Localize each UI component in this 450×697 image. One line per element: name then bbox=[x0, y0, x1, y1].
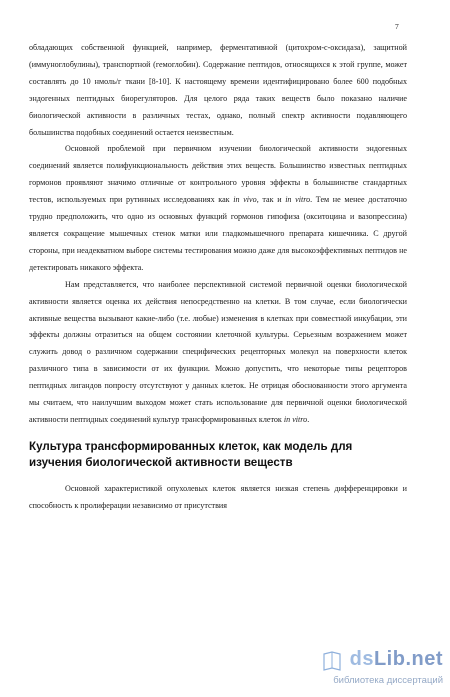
page-number: 7 bbox=[395, 22, 399, 31]
document-body bbox=[29, 40, 407, 515]
section-heading: Культура трансформированных клеток, как модель для изучения биологической активности веществ bbox=[29, 439, 353, 469]
paragraph-1: обладающих собственной функцией, например, ферментативной (цитохром-с-оксидаза), защитной (иммуноглобулины), транспортной (гемоглобин). Содержание пептидов, относящихся к этой группе, может составлять до 10 нмоль/г ткани [8-10]. К настоящему времени идентифицировано более 600 подобных эндогенных пептидных биорегуляторов. Для целого ряда таких веществ было показано наличие биологической активности в различных тестах, однако, полный спектр активности подавляющего большинства подобных соединений остается неизвестным. bbox=[29, 43, 407, 137]
watermark bbox=[312, 648, 447, 694]
paragraph-2: Основной проблемой при первичном изучении биологической активности эндогенных соединений является полифункциональность действия этих веществ. Большинство известных пептидных гормонов проявляют значимо отличные от контрольного уровня эффекты в большинстве стандартных тестов, используемых при рутинных исследованиях как in vivo, так и in vitro. Тем не менее достаточно трудно предположить, что одно из основных функций гормонов гипофиза (окситоцина и вазопрессина) является сокращение мышечных стенок матки или гладкомышечного препарата кишечника. С другой стороны, при неадекватном выборе системы тестирования можно даже для высокоэффективных пептидов не детектировать никакого эффекта. bbox=[29, 144, 407, 272]
watermark-logo-suffix: Lib.net bbox=[373, 648, 443, 670]
paragraph-3: Нам представляется, что наиболее перспективной системой первичной оценки биологической активности является оценка их действия непосредственно на клетки. В том случае, если биологически активные вещества вызывают какие-либо (т.е. любые) изменения в клетках при совместной инкубации, эти эффекты должны отразиться на общем состоянии клеточной культуры. Серьезным возражением может служить довод о различном содержании специфических рецепторных молекул на поверхности клеток различного типа в зависимости от их функции. Можно допустить, что некоторые типы рецепторов пептидных лигандов попросту отсутствуют у данных клеток. Не отрицая обоснованности этого аргумента мы считаем, что наилучшим выходом может стать использование для первичной оценки биологической активности пептидных соединений культур трансформированных клеток in vitro. bbox=[29, 279, 407, 424]
watermark-logo-prefix: ds bbox=[349, 648, 374, 670]
book-icon bbox=[322, 650, 342, 672]
watermark-caption: библиотека диссертаций bbox=[333, 675, 443, 686]
watermark-logo bbox=[350, 648, 443, 671]
paragraph-4: Основной характеристикой опухолевых клеток является низкая степень дифференцировки и способность к пролиферации независимо от присутствия bbox=[29, 483, 407, 510]
